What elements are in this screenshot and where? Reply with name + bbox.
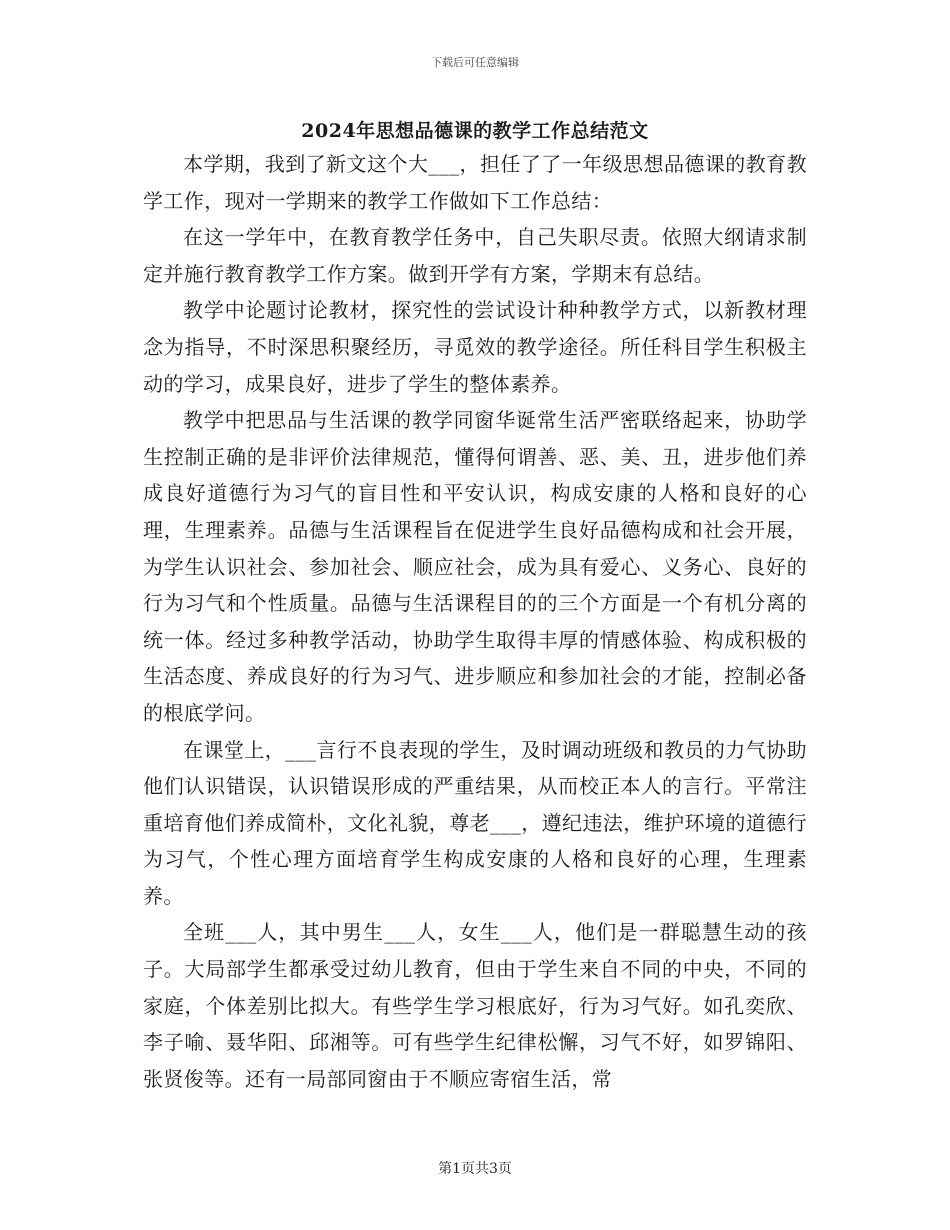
paragraph: 本学期，我到了新文这个大___，担任了了一年级思想品德课的教育教学工作，现对一学期来的教学工作做如下工作总结： [143, 152, 807, 213]
paragraph: 在课堂上，___言行不良表现的学生，及时调动班级和教员的力气协助他们认识错误，认识错误形成的严重结果，从而校正本人的言行。平常注重培育他们养成简朴，文化礼貌，尊老___，遵纪违法，维护环境的道德行为习气，个性心理方面培育学生构成安康的人格和良好的心理，生理素养。 [143, 737, 807, 908]
paragraph: 全班___人，其中男生___人，女生___人，他们是一群聪慧生动的孩子。大局部学生都承受过幼儿教育，但由于学生来自不同的中央，不同的家庭，个体差别比拟大。有些学生学习根底好，行为习气好。如孔奕欣、李子喻、聂华阳、邱湘等。可有些学生纪律松懈，习气不好，如罗锦阳、张贤俊等。还有一局部同窗由于不顺应寄宿生活，常 [143, 920, 807, 1091]
paragraph: 在这一学年中，在教育教学任务中，自己失职尽责。依照大纲请求制定并施行教育教学工作方案。做到开学有方案，学期末有总结。 [143, 225, 807, 286]
document-body [143, 146, 807, 1097]
header-note: 下载后可任意编辑 [431, 56, 519, 69]
paragraph: 教学中把思品与生活课的教学同窗华诞常生活严密联络起来，协助学生控制正确的是非评价法律规范，懂得何谓善、恶、美、丑，进步他们养成良好道德行为习气的盲目性和平安认识，构成安康的人格和良好的心理，生理素养。品德与生活课程旨在促进学生良好品德构成和社会开展，为学生认识社会、参加社会、顺应社会，成为具有爱心、义务心、良好的行为习气和个性质量。品德与生活课程目的的三个方面是一个有机分离的统一体。经过多种教学活动，协助学生取得丰厚的情感体验、构成积极的生活态度、养成良好的行为习气、进步顺应和参加社会的才能，控制必备的根底学问。 [143, 408, 807, 725]
paragraph: 教学中论题讨论教材，探究性的尝试设计种种教学方式，以新教材理念为指导，不时深思积聚经历，寻觅效的教学途径。所任科目学生积极主动的学习，成果良好，进步了学生的整体素养。 [143, 298, 807, 396]
document-title: 2024年思想品德课的教学工作总结范文 [301, 120, 649, 142]
page-number: 第1页共3页 [438, 1161, 512, 1177]
